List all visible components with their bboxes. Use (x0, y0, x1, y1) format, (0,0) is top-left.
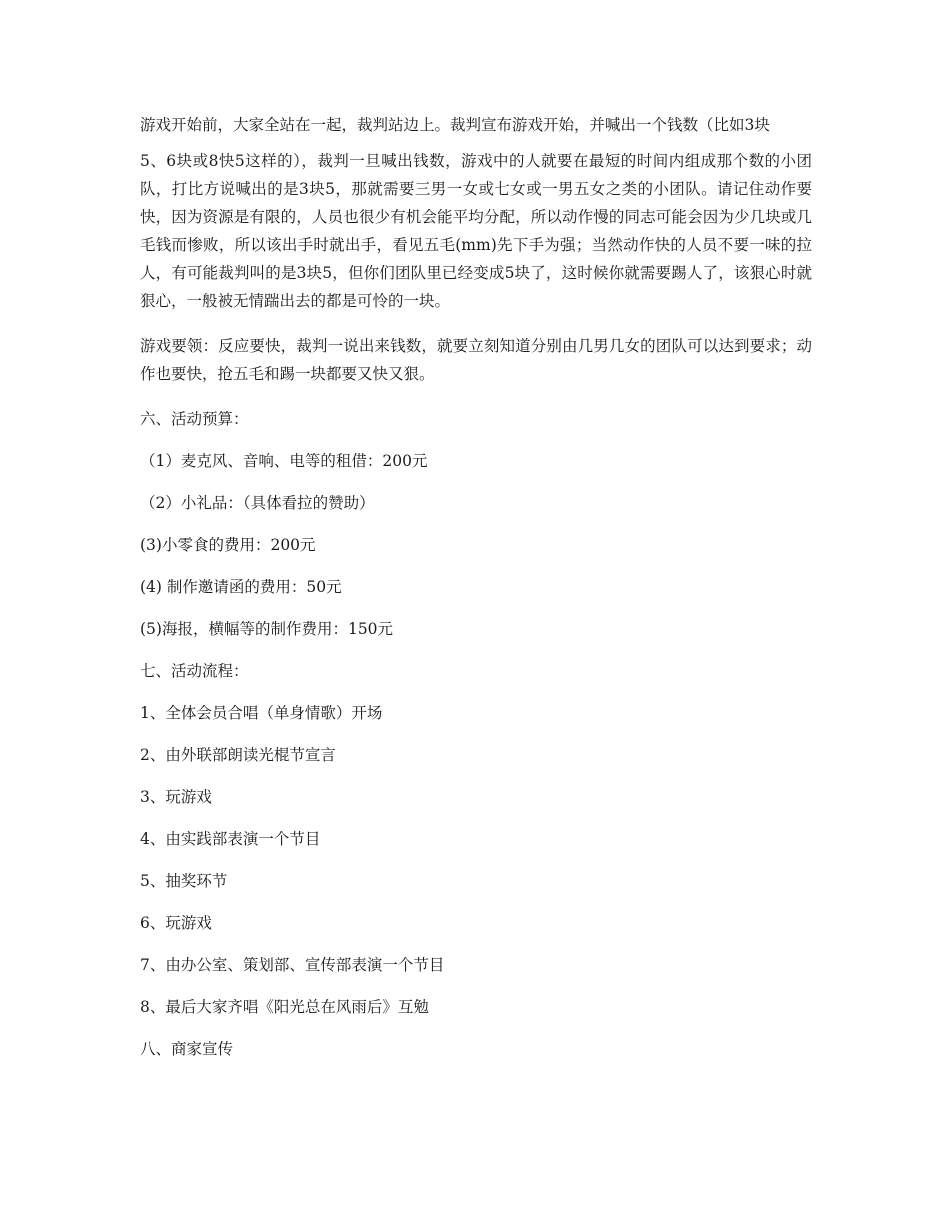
game-rules-paragraph: 5、6块或8快5这样的），裁判一旦喊出钱数，游戏中的人就要在最短的时间内组成那个数的小团队，打比方说喊出的是3块5，那就需要三男一女或七女或一男五女之类的小团队。请记住动作要快，因为资源是有限的，人员也很少有机会能平均分配，所以动作慢的同志可能会因为少几块或几毛钱而惨败，所以该出手时就出手，看见五毛(mm)先下手为强；当然动作快的人员不要一味的拉人，有可能裁判叫的是3块5，但你们团队里已经变成5块了，这时候你就需要踢人了，该狠心时就狠心，一般被无情踹出去的都是可怜的一块。 (140, 152, 812, 310)
budget-item: (4) 制作邀请函的费用：50元 (140, 578, 342, 596)
flow-item: 4、由实践部表演一个节目 (140, 830, 321, 848)
flow-item: 3、玩游戏 (140, 788, 212, 806)
flow-item: 8、最后大家齐唱《阳光总在风雨后》互勉 (140, 998, 429, 1016)
budget-heading: 六、活动预算： (140, 410, 249, 428)
budget-item: （1）麦克风、音响、电等的租借：200元 (140, 452, 428, 470)
budget-item: (5)海报，横幅等的制作费用：150元 (140, 620, 394, 638)
budget-item: (3)小零食的费用：200元 (140, 536, 316, 554)
budget-item: （2）小礼品：（具体看拉的赞助） (140, 494, 375, 512)
flow-heading: 七、活动流程： (140, 662, 249, 680)
game-start-paragraph: 游戏开始前，大家全站在一起，裁判站边上。裁判宣布游戏开始，并喊出一个钱数（比如3块 (140, 116, 770, 134)
flow-item: 7、由办公室、策划部、宣传部表演一个节目 (140, 956, 445, 974)
game-tips-paragraph: 游戏要领：反应要快，裁判一说出来钱数，就要立刻知道分别由几男几女的团队可以达到要求；动作也要快，抢五毛和踢一块都要又快又狠。 (140, 337, 812, 383)
flow-item: 6、玩游戏 (140, 914, 212, 932)
flow-item: 5、抽奖环节 (140, 872, 228, 890)
promo-heading: 八、商家宣传 (140, 1040, 234, 1058)
flow-item: 2、由外联部朗读光棍节宣言 (140, 746, 336, 764)
document-page (140, 111, 812, 1077)
flow-item: 1、全体会员合唱（单身情歌）开场 (140, 704, 383, 722)
